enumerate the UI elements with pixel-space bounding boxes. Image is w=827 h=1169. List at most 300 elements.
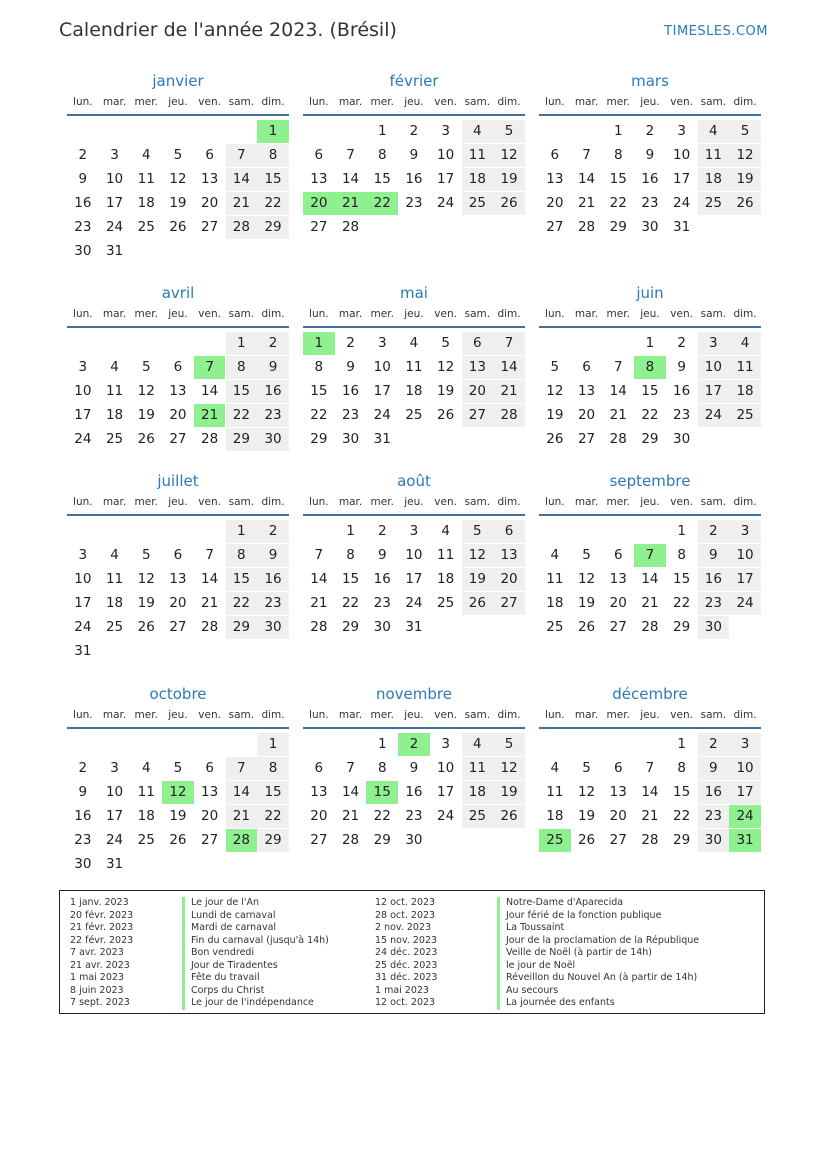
day-cell: 7 bbox=[493, 332, 525, 355]
day-cell: 26 bbox=[437, 407, 455, 423]
day-cell: 7 bbox=[194, 356, 226, 379]
day-cell: 16 bbox=[405, 784, 423, 800]
day-cell: 24 bbox=[437, 195, 455, 211]
day-cell: 22 bbox=[257, 192, 289, 215]
day-cell: 9 bbox=[377, 547, 387, 563]
day-cell: 18 bbox=[105, 595, 124, 611]
day-cell: 31 bbox=[74, 643, 92, 659]
weekday-label: dim. bbox=[261, 496, 285, 508]
day-cell: 17 bbox=[437, 784, 455, 800]
day-cell: 24 bbox=[105, 219, 124, 235]
day-cell: 24 bbox=[729, 805, 761, 828]
day-cell: 8 bbox=[377, 760, 387, 776]
day-cell: 6 bbox=[205, 147, 214, 163]
holiday-name: La journée des enfants bbox=[497, 997, 615, 1010]
month-name: septembre bbox=[609, 472, 691, 490]
day-cell: 23 bbox=[373, 595, 391, 611]
day-cell: 23 bbox=[698, 805, 730, 828]
day-cell: 13 bbox=[201, 171, 219, 187]
day-cell: 19 bbox=[169, 195, 187, 211]
day-cell: 11 bbox=[105, 383, 124, 399]
day-cell: 4 bbox=[141, 760, 151, 776]
day-cell: 26 bbox=[462, 592, 494, 615]
day-cell: 31 bbox=[105, 856, 124, 872]
month-divider bbox=[67, 326, 289, 328]
day-cell: 22 bbox=[226, 592, 258, 615]
day-cell: 30 bbox=[74, 243, 92, 259]
day-cell: 28 bbox=[310, 619, 328, 635]
weekday-label: mer. bbox=[134, 96, 158, 108]
day-cell: 3 bbox=[110, 760, 119, 776]
day-cell: 2 bbox=[409, 123, 419, 139]
holiday-date: 2 nov. 2023 bbox=[375, 922, 431, 933]
month-6 bbox=[67, 472, 289, 662]
day-cell: 18 bbox=[405, 383, 423, 399]
day-cell: 12 bbox=[162, 781, 194, 804]
day-cell: 19 bbox=[577, 595, 596, 611]
weekday-label: jeu. bbox=[404, 96, 424, 108]
day-cell: 18 bbox=[137, 808, 155, 824]
day-cell: 28 bbox=[201, 619, 219, 635]
month-name: janvier bbox=[152, 72, 204, 90]
weekday-label: mer. bbox=[606, 96, 630, 108]
day-cell: 17 bbox=[373, 383, 391, 399]
month-divider bbox=[67, 514, 289, 516]
weekday-label: dim. bbox=[733, 496, 757, 508]
day-cell: 7 bbox=[226, 757, 258, 780]
day-cell: 1 bbox=[377, 123, 387, 139]
weekday-label: sam. bbox=[228, 308, 255, 320]
weekday-label: mer. bbox=[606, 308, 630, 320]
day-cell: 9 bbox=[346, 359, 355, 375]
day-cell: 25 bbox=[437, 595, 455, 611]
month-5 bbox=[539, 284, 761, 474]
weekday-label: jeu. bbox=[640, 496, 660, 508]
day-cell: 25 bbox=[462, 805, 494, 828]
day-cell: 18 bbox=[698, 168, 730, 191]
day-cell: 22 bbox=[641, 407, 659, 423]
day-cell: 27 bbox=[169, 619, 187, 635]
day-cell: 14 bbox=[609, 383, 627, 399]
day-cell: 10 bbox=[105, 784, 124, 800]
day-cell: 22 bbox=[226, 404, 258, 427]
day-cell: 16 bbox=[698, 568, 730, 591]
day-cell: 3 bbox=[677, 123, 686, 139]
holiday-name: Lundi de carnaval bbox=[182, 910, 275, 923]
day-cell: 2 bbox=[698, 733, 730, 756]
day-cell: 8 bbox=[257, 144, 289, 167]
day-cell: 17 bbox=[698, 380, 730, 403]
day-cell: 21 bbox=[226, 192, 258, 215]
day-cell: 14 bbox=[493, 356, 525, 379]
weekday-header bbox=[67, 308, 289, 324]
weekday-label: mar. bbox=[102, 709, 127, 721]
weekday-label: lun. bbox=[309, 308, 329, 320]
day-cell: 1 bbox=[346, 523, 355, 539]
day-cell: 2 bbox=[78, 760, 88, 776]
day-cell: 5 bbox=[582, 547, 591, 563]
day-cell: 27 bbox=[609, 619, 627, 635]
weekday-label: jeu. bbox=[404, 709, 424, 721]
day-cell: 15 bbox=[257, 781, 289, 804]
day-cell: 15 bbox=[310, 383, 328, 399]
day-cell: 18 bbox=[729, 380, 761, 403]
day-cell: 1 bbox=[613, 123, 623, 139]
day-cell: 20 bbox=[493, 568, 525, 591]
day-cell: 8 bbox=[257, 757, 289, 780]
day-cell: 5 bbox=[729, 120, 761, 143]
weekday-label: mar. bbox=[338, 496, 363, 508]
weekday-label: jeu. bbox=[640, 709, 660, 721]
day-cell: 23 bbox=[673, 407, 691, 423]
day-cell: 27 bbox=[310, 219, 328, 235]
day-cell: 4 bbox=[110, 547, 119, 563]
month-1 bbox=[303, 72, 525, 262]
day-cell: 17 bbox=[74, 595, 92, 611]
holiday-name: Jour de Tiradentes bbox=[182, 960, 278, 973]
day-cell: 1 bbox=[645, 335, 655, 351]
day-cell: 13 bbox=[577, 383, 596, 399]
day-cell: 5 bbox=[493, 120, 525, 143]
day-cell: 28 bbox=[226, 829, 258, 852]
day-cell: 7 bbox=[226, 144, 258, 167]
day-cell: 20 bbox=[462, 380, 494, 403]
day-cell: 13 bbox=[169, 571, 187, 587]
day-cell: 4 bbox=[441, 523, 450, 539]
weekday-label: sam. bbox=[700, 96, 727, 108]
day-cell: 26 bbox=[577, 832, 596, 848]
holiday-date: 22 févr. 2023 bbox=[70, 934, 134, 946]
weekday-label: mer. bbox=[370, 496, 394, 508]
day-cell: 11 bbox=[546, 784, 564, 800]
weekday-label: ven. bbox=[198, 96, 221, 108]
day-cell: 13 bbox=[310, 784, 328, 800]
weekday-label: sam. bbox=[228, 496, 255, 508]
day-cell: 20 bbox=[310, 808, 328, 824]
day-cell: 1 bbox=[377, 736, 387, 752]
day-cell: 22 bbox=[609, 195, 627, 211]
day-cell: 19 bbox=[462, 568, 494, 591]
day-cell: 7 bbox=[205, 547, 214, 563]
day-cell: 29 bbox=[226, 428, 258, 451]
day-cell: 26 bbox=[169, 832, 187, 848]
day-cell: 9 bbox=[78, 784, 88, 800]
day-cell: 11 bbox=[137, 784, 155, 800]
day-cell: 10 bbox=[437, 760, 455, 776]
day-cell: 22 bbox=[341, 595, 360, 611]
weekday-label: lun. bbox=[545, 96, 565, 108]
day-cell: 21 bbox=[335, 192, 367, 215]
day-cell: 31 bbox=[373, 431, 391, 447]
day-cell: 19 bbox=[546, 407, 564, 423]
weekday-label: mer. bbox=[134, 308, 158, 320]
day-cell: 24 bbox=[673, 195, 691, 211]
weekday-label: jeu. bbox=[168, 308, 188, 320]
month-name: novembre bbox=[376, 685, 452, 703]
day-cell: 25 bbox=[137, 832, 155, 848]
brand-link[interactable]: TIMESLES.COM bbox=[664, 24, 768, 39]
weekday-label: ven. bbox=[198, 496, 221, 508]
holiday-date: 1 mai 2023 bbox=[70, 972, 124, 983]
day-cell: 9 bbox=[409, 147, 419, 163]
day-cell: 18 bbox=[546, 808, 564, 824]
weekday-label: sam. bbox=[228, 709, 255, 721]
day-cell: 17 bbox=[729, 781, 761, 804]
day-cell: 30 bbox=[341, 431, 360, 447]
holiday-date: 12 oct. 2023 bbox=[375, 897, 436, 908]
month-10 bbox=[303, 685, 525, 875]
weekday-label: mer. bbox=[134, 496, 158, 508]
day-cell: 2 bbox=[78, 147, 88, 163]
weekday-label: lun. bbox=[73, 496, 93, 508]
month-divider bbox=[303, 326, 525, 328]
weekday-label: dim. bbox=[733, 709, 757, 721]
day-cell: 20 bbox=[577, 407, 596, 423]
weekday-label: mer. bbox=[606, 496, 630, 508]
day-cell: 2 bbox=[698, 520, 730, 543]
day-cell: 17 bbox=[105, 195, 124, 211]
month-divider bbox=[303, 514, 525, 516]
day-cell: 28 bbox=[341, 219, 360, 235]
day-cell: 10 bbox=[74, 383, 92, 399]
day-cell: 10 bbox=[437, 147, 455, 163]
weekday-label: sam. bbox=[700, 709, 727, 721]
day-cell: 25 bbox=[105, 431, 124, 447]
month-divider bbox=[303, 114, 525, 116]
month-2 bbox=[539, 72, 761, 262]
day-cell: 17 bbox=[105, 808, 124, 824]
holiday-name: Fin du carnaval (jusqu'à 14h) bbox=[182, 935, 329, 948]
day-cell: 6 bbox=[205, 760, 214, 776]
day-cell: 16 bbox=[74, 195, 92, 211]
month-7 bbox=[303, 472, 525, 662]
day-cell: 20 bbox=[169, 595, 187, 611]
day-cell: 13 bbox=[169, 383, 187, 399]
day-cell: 2 bbox=[377, 523, 387, 539]
weekday-label: sam. bbox=[700, 496, 727, 508]
day-cell: 26 bbox=[729, 192, 761, 215]
day-cell: 27 bbox=[493, 592, 525, 615]
day-cell: 3 bbox=[729, 733, 761, 756]
day-cell: 1 bbox=[257, 120, 289, 143]
day-cell: 20 bbox=[169, 407, 187, 423]
day-cell: 12 bbox=[546, 383, 564, 399]
day-cell: 1 bbox=[226, 332, 258, 355]
weekday-label: lun. bbox=[545, 308, 565, 320]
day-cell: 19 bbox=[729, 168, 761, 191]
day-cell: 9 bbox=[257, 544, 289, 567]
day-cell: 3 bbox=[441, 123, 450, 139]
day-cell: 8 bbox=[377, 147, 387, 163]
day-cell: 28 bbox=[201, 431, 219, 447]
weekday-label: lun. bbox=[545, 496, 565, 508]
day-cell: 9 bbox=[257, 356, 289, 379]
day-cell: 26 bbox=[169, 219, 187, 235]
day-cell: 4 bbox=[729, 332, 761, 355]
day-cell: 18 bbox=[462, 168, 494, 191]
weekday-label: lun. bbox=[309, 496, 329, 508]
day-cell: 15 bbox=[641, 383, 659, 399]
day-cell: 31 bbox=[729, 829, 761, 852]
weekday-label: ven. bbox=[670, 96, 693, 108]
day-cell: 29 bbox=[373, 832, 391, 848]
day-cell: 28 bbox=[641, 832, 659, 848]
day-cell: 14 bbox=[310, 571, 328, 587]
day-cell: 25 bbox=[105, 619, 124, 635]
day-cell: 16 bbox=[698, 781, 730, 804]
day-cell: 9 bbox=[677, 359, 686, 375]
day-cell: 3 bbox=[78, 359, 88, 375]
day-cell: 15 bbox=[226, 568, 258, 591]
day-cell: 11 bbox=[105, 571, 124, 587]
day-cell: 29 bbox=[673, 619, 691, 635]
day-cell: 8 bbox=[226, 356, 258, 379]
day-cell: 21 bbox=[201, 595, 219, 611]
day-cell: 27 bbox=[310, 832, 328, 848]
day-cell: 2 bbox=[257, 332, 289, 355]
day-cell: 27 bbox=[577, 431, 596, 447]
day-cell: 21 bbox=[341, 808, 360, 824]
day-cell: 15 bbox=[673, 784, 691, 800]
day-cell: 13 bbox=[462, 356, 494, 379]
day-cell: 7 bbox=[314, 547, 324, 563]
day-cell: 11 bbox=[698, 144, 730, 167]
day-cell: 3 bbox=[698, 332, 730, 355]
weekday-label: ven. bbox=[670, 709, 693, 721]
weekday-label: mar. bbox=[338, 709, 363, 721]
day-cell: 4 bbox=[462, 120, 494, 143]
holiday-date: 1 janv. 2023 bbox=[70, 897, 129, 908]
weekday-label: dim. bbox=[733, 308, 757, 320]
day-cell: 14 bbox=[226, 168, 258, 191]
day-cell: 25 bbox=[462, 192, 494, 215]
day-cell: 22 bbox=[673, 595, 691, 611]
day-cell: 23 bbox=[405, 808, 423, 824]
holiday-date: 12 oct. 2023 bbox=[375, 997, 436, 1008]
holiday-name: Jour férié de la fonction publique bbox=[497, 910, 661, 923]
day-cell: 1 bbox=[677, 523, 686, 539]
day-cell: 21 bbox=[641, 808, 659, 824]
day-cell: 30 bbox=[257, 616, 289, 639]
weekday-label: dim. bbox=[497, 96, 521, 108]
month-name: avril bbox=[161, 284, 195, 302]
weekday-label: dim. bbox=[261, 308, 285, 320]
weekday-header bbox=[303, 308, 525, 324]
day-cell: 3 bbox=[729, 520, 761, 543]
day-cell: 10 bbox=[673, 147, 691, 163]
day-cell: 31 bbox=[673, 219, 691, 235]
holiday-date: 28 oct. 2023 bbox=[375, 909, 436, 921]
day-cell: 5 bbox=[141, 547, 151, 563]
day-cell: 2 bbox=[257, 520, 289, 543]
holiday-date: 7 sept. 2023 bbox=[70, 997, 130, 1008]
month-name: octobre bbox=[149, 685, 207, 703]
day-cell: 16 bbox=[257, 380, 289, 403]
day-cell: 30 bbox=[641, 219, 659, 235]
day-cell: 26 bbox=[137, 431, 155, 447]
day-cell: 16 bbox=[641, 171, 659, 187]
day-cell: 6 bbox=[613, 547, 623, 563]
day-cell: 13 bbox=[310, 171, 328, 187]
day-cell: 3 bbox=[78, 547, 88, 563]
weekday-label: jeu. bbox=[168, 496, 188, 508]
day-cell: 17 bbox=[74, 407, 92, 423]
day-cell: 12 bbox=[577, 571, 596, 587]
day-cell: 23 bbox=[341, 407, 360, 423]
holiday-name: le jour de Noël bbox=[497, 960, 575, 973]
day-cell: 4 bbox=[110, 359, 119, 375]
day-cell: 15 bbox=[257, 168, 289, 191]
day-cell: 30 bbox=[405, 832, 423, 848]
day-cell: 27 bbox=[462, 404, 494, 427]
day-cell: 6 bbox=[493, 520, 525, 543]
holiday-name: Mardi de carnaval bbox=[182, 922, 276, 935]
day-cell: 29 bbox=[341, 619, 360, 635]
day-cell: 2 bbox=[346, 335, 355, 351]
month-name: mai bbox=[400, 284, 428, 302]
holiday-name: Corps du Christ bbox=[182, 985, 264, 998]
day-cell: 28 bbox=[609, 431, 627, 447]
month-name: août bbox=[397, 472, 431, 490]
day-cell: 24 bbox=[74, 431, 92, 447]
day-cell: 13 bbox=[493, 544, 525, 567]
day-cell: 27 bbox=[546, 219, 564, 235]
day-cell: 5 bbox=[173, 147, 183, 163]
month-name: février bbox=[389, 72, 439, 90]
month-divider bbox=[303, 727, 525, 729]
holiday-name: Bon vendredi bbox=[182, 947, 254, 960]
weekday-label: jeu. bbox=[168, 709, 188, 721]
day-cell: 10 bbox=[729, 544, 761, 567]
day-cell: 19 bbox=[493, 781, 525, 804]
day-cell: 9 bbox=[409, 760, 419, 776]
day-cell: 24 bbox=[437, 808, 455, 824]
weekday-label: sam. bbox=[228, 96, 255, 108]
weekday-header bbox=[539, 496, 761, 512]
day-cell: 20 bbox=[201, 808, 219, 824]
day-cell: 26 bbox=[137, 619, 155, 635]
day-cell: 2 bbox=[645, 123, 655, 139]
day-cell: 5 bbox=[550, 359, 560, 375]
day-cell: 15 bbox=[373, 171, 391, 187]
day-cell: 12 bbox=[437, 359, 455, 375]
day-cell: 14 bbox=[641, 571, 659, 587]
day-cell: 28 bbox=[577, 219, 596, 235]
holiday-name: Au secours bbox=[497, 985, 558, 998]
holiday-name: Réveillon du Nouvel An (à partir de 14h) bbox=[497, 972, 697, 985]
day-cell: 4 bbox=[550, 547, 560, 563]
day-cell: 3 bbox=[377, 335, 387, 351]
day-cell: 11 bbox=[462, 757, 494, 780]
weekday-label: sam. bbox=[464, 496, 491, 508]
day-cell: 23 bbox=[74, 219, 92, 235]
day-cell: 15 bbox=[673, 571, 691, 587]
day-cell: 18 bbox=[462, 781, 494, 804]
day-cell: 4 bbox=[698, 120, 730, 143]
month-name: décembre bbox=[612, 685, 688, 703]
day-cell: 25 bbox=[698, 192, 730, 215]
day-cell: 21 bbox=[493, 380, 525, 403]
day-cell: 23 bbox=[698, 592, 730, 615]
day-cell: 14 bbox=[577, 171, 596, 187]
weekday-header bbox=[539, 96, 761, 112]
day-cell: 23 bbox=[641, 195, 659, 211]
day-cell: 17 bbox=[405, 571, 423, 587]
weekday-label: mar. bbox=[338, 308, 363, 320]
day-cell: 15 bbox=[226, 380, 258, 403]
day-cell: 8 bbox=[613, 147, 623, 163]
day-cell: 16 bbox=[373, 571, 391, 587]
